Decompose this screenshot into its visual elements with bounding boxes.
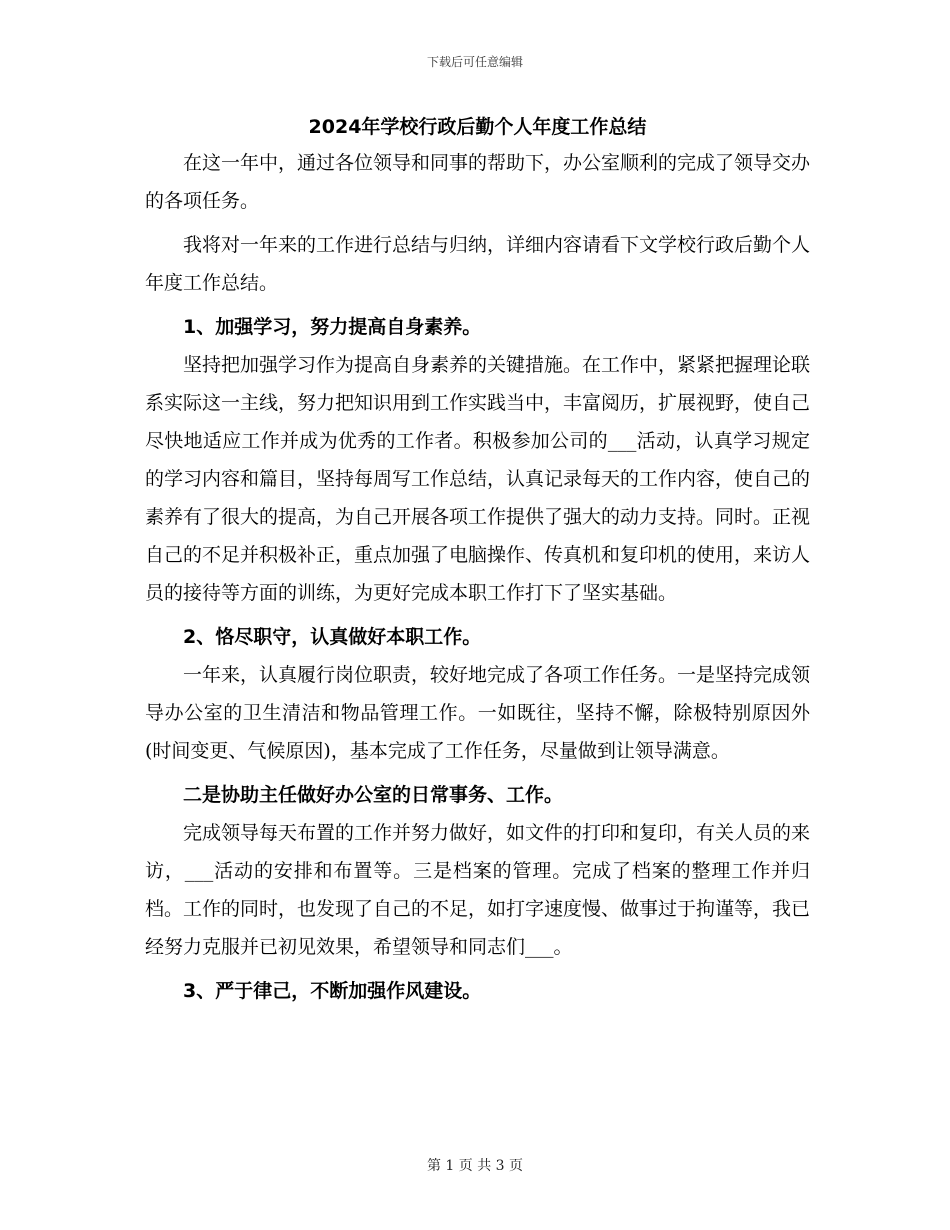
paragraph-daily-work: 完成领导每天布置的工作并努力做好，如文件的打印和复印，有关人员的来访，___活动的安排和布置等。三是档案的管理。完成了档案的整理工作并归档。工作的同时，也发现了自己的不足，如打字速度慢、做事过于拘谨等，我已经努力克服并已初见效果，希望领导和同志们___。 [145,822,811,958]
page-indicator: 第 1 页 共 3 页 [426,1158,524,1174]
section-heading-1: 1、加强学习，努力提高自身素养。 [183,316,482,338]
paragraph-intro: 在这一年中，通过各位领导和同事的帮助下，办公室顺利的完成了领导交办的各项任务。 [145,152,811,212]
paragraph-summary: 我将对一年来的工作进行总结与归纳，详细内容请看下文学校行政后勤个人年度工作总结。 [145,234,811,294]
paragraph-duties: 一年来，认真履行岗位职责，较好地完成了各项工作任务。一是坚持完成领导办公室的卫生清洁和物品管理工作。一如既往，坚持不懈，除极特别原因外(时间变更、气候原因)，基本完成了工作任务，尽量做到让领导满意。 [145,664,811,762]
document-body [145,110,810,1010]
subsection-heading-assist: 二是协助主任做好办公室的日常事务、工作。 [183,784,564,806]
section-heading-2: 2、恪尽职守，认真做好本职工作。 [183,626,482,648]
paragraph-study: 坚持把加强学习作为提高自身素养的关键措施。在工作中，紧紧把握理论联系实际这一主线，努力把知识用到工作实践当中，丰富阅历，扩展视野，使自己尽快地适应工作并成为优秀的工作者。积极参加公司的___活动，认真学习规定的学习内容和篇目，坚持每周写工作总结，认真记录每天的工作内容，使自己的素养有了很大的提高，为自己开展各项工作提供了强大的动力支持。同时。正视自己的不足并积极补正，重点加强了电脑操作、传真机和复印机的使用，来访人员的接待等方面的训练，为更好完成本职工作打下了坚实基础。 [145,354,811,604]
header-note: 下载后可任意编辑 [426,55,523,69]
document-title: 2024年学校行政后勤个人年度工作总结 [308,116,647,138]
section-heading-3: 3、严于律己，不断加强作风建设。 [183,980,482,1002]
